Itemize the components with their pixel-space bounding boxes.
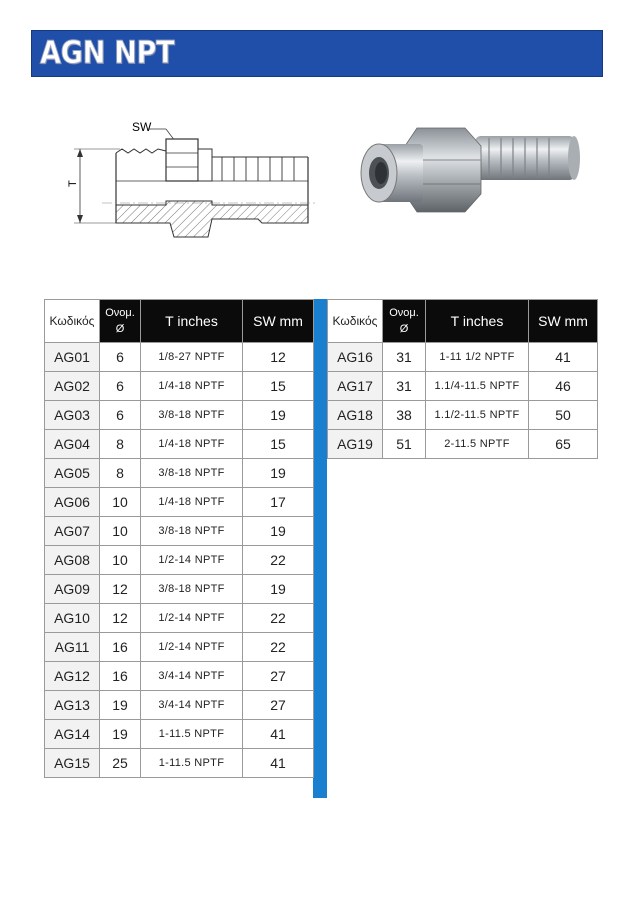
- code-cell: AG02: [45, 372, 100, 401]
- thread-cell: 1-11 1/2 NPTF: [426, 343, 529, 372]
- code-cell: AG04: [45, 430, 100, 459]
- blue-separator-strip: [313, 299, 327, 798]
- code-cell: AG14: [45, 720, 100, 749]
- thread-cell: 1.1/4-11.5 NPTF: [426, 372, 529, 401]
- thread-cell: 2-11.5 NPTF: [426, 430, 529, 459]
- sw-cell: 46: [529, 372, 598, 401]
- code-cell: AG17: [328, 372, 383, 401]
- table-row: [45, 575, 314, 604]
- sw-cell: 19: [243, 401, 314, 430]
- header-nominal: [383, 300, 426, 343]
- table-row: [328, 372, 598, 401]
- nominal-cell: 8: [100, 430, 141, 459]
- nominal-cell: 38: [383, 401, 426, 430]
- table-row: [45, 633, 314, 662]
- nominal-cell: 10: [100, 517, 141, 546]
- thread-cell: 3/8-18 NPTF: [141, 575, 243, 604]
- page-title: AGN NPT: [40, 35, 175, 71]
- thread-cell: 1/2-14 NPTF: [141, 604, 243, 633]
- code-cell: AG09: [45, 575, 100, 604]
- nominal-cell: 31: [383, 343, 426, 372]
- sw-cell: 41: [243, 749, 314, 778]
- code-cell: AG12: [45, 662, 100, 691]
- nominal-cell: 19: [100, 720, 141, 749]
- title-banner: [31, 30, 603, 77]
- thread-cell: 1/4-18 NPTF: [141, 372, 243, 401]
- code-cell: AG16: [328, 343, 383, 372]
- table-row: [328, 343, 598, 372]
- table-row: [45, 749, 314, 778]
- sw-cell: 15: [243, 430, 314, 459]
- thread-cell: 1/4-18 NPTF: [141, 488, 243, 517]
- table-row: [45, 372, 314, 401]
- table-row: [45, 517, 314, 546]
- fitting-photo: [355, 110, 585, 230]
- thread-cell: 3/8-18 NPTF: [141, 517, 243, 546]
- table-row: [45, 546, 314, 575]
- sw-cell: 27: [243, 691, 314, 720]
- nominal-cell: 10: [100, 488, 141, 517]
- nominal-cell: 51: [383, 430, 426, 459]
- table-row: [45, 662, 314, 691]
- code-cell: AG10: [45, 604, 100, 633]
- nominal-cell: 19: [100, 691, 141, 720]
- sw-cell: 41: [243, 720, 314, 749]
- thread-cell: 3/4-14 NPTF: [141, 691, 243, 720]
- code-cell: AG19: [328, 430, 383, 459]
- code-cell: AG11: [45, 633, 100, 662]
- table-row: [328, 401, 598, 430]
- code-cell: AG15: [45, 749, 100, 778]
- sw-cell: 19: [243, 459, 314, 488]
- sw-cell: 50: [529, 401, 598, 430]
- header-nominal: [100, 300, 141, 343]
- sw-cell: 19: [243, 575, 314, 604]
- sw-cell: 27: [243, 662, 314, 691]
- thread-cell: 1/8-27 NPTF: [141, 343, 243, 372]
- thread-cell: 3/8-18 NPTF: [141, 459, 243, 488]
- header-nominal-top: Ονομ.: [105, 307, 135, 319]
- sw-cell: 15: [243, 372, 314, 401]
- header-nominal-symbol: Ø: [115, 323, 125, 335]
- table-row: [45, 720, 314, 749]
- table-row: [45, 691, 314, 720]
- header-thread: T inches: [426, 300, 529, 343]
- spec-table-left: [44, 299, 314, 778]
- code-cell: AG06: [45, 488, 100, 517]
- thread-cell: 1-11.5 NPTF: [141, 720, 243, 749]
- nominal-cell: 16: [100, 633, 141, 662]
- header-code: Κωδικός: [45, 300, 100, 343]
- sw-cell: 41: [529, 343, 598, 372]
- code-cell: AG03: [45, 401, 100, 430]
- table-row: [45, 488, 314, 517]
- nominal-cell: 6: [100, 401, 141, 430]
- table-row: [45, 401, 314, 430]
- t-label: T: [67, 180, 79, 187]
- nominal-cell: 31: [383, 372, 426, 401]
- table-row: [45, 430, 314, 459]
- sw-cell: 65: [529, 430, 598, 459]
- header-nominal-top: Ονομ.: [389, 307, 419, 319]
- code-cell: AG05: [45, 459, 100, 488]
- sw-cell: 22: [243, 546, 314, 575]
- table-header-row: [328, 300, 598, 343]
- sw-cell: 22: [243, 604, 314, 633]
- nominal-cell: 12: [100, 604, 141, 633]
- thread-cell: 3/8-18 NPTF: [141, 401, 243, 430]
- code-cell: AG01: [45, 343, 100, 372]
- nominal-cell: 25: [100, 749, 141, 778]
- thread-cell: 1/2-14 NPTF: [141, 546, 243, 575]
- header-sw: SW mm: [243, 300, 314, 343]
- code-cell: AG13: [45, 691, 100, 720]
- table-row: [328, 430, 598, 459]
- code-cell: AG08: [45, 546, 100, 575]
- header-nominal-symbol: Ø: [399, 323, 409, 335]
- nominal-cell: 10: [100, 546, 141, 575]
- sw-cell: 17: [243, 488, 314, 517]
- header-thread: T inches: [141, 300, 243, 343]
- thread-cell: 3/4-14 NPTF: [141, 662, 243, 691]
- header-sw: SW mm: [529, 300, 598, 343]
- table-row: [45, 459, 314, 488]
- sw-cell: 19: [243, 517, 314, 546]
- code-cell: AG18: [328, 401, 383, 430]
- table-header-row: [45, 300, 314, 343]
- header-code: Κωδικός: [328, 300, 383, 343]
- thread-cell: 1-11.5 NPTF: [141, 749, 243, 778]
- sw-cell: 12: [243, 343, 314, 372]
- nominal-cell: 16: [100, 662, 141, 691]
- thread-cell: 1.1/2-11.5 NPTF: [426, 401, 529, 430]
- thread-cell: 1/4-18 NPTF: [141, 430, 243, 459]
- nominal-cell: 8: [100, 459, 141, 488]
- table-row: [45, 343, 314, 372]
- spec-table-right: [327, 299, 598, 459]
- sw-cell: 22: [243, 633, 314, 662]
- nominal-cell: 6: [100, 343, 141, 372]
- technical-drawing: [62, 105, 322, 255]
- code-cell: AG07: [45, 517, 100, 546]
- sw-label: SW: [132, 120, 152, 134]
- nominal-cell: 6: [100, 372, 141, 401]
- thread-cell: 1/2-14 NPTF: [141, 633, 243, 662]
- table-row: [45, 604, 314, 633]
- nominal-cell: 12: [100, 575, 141, 604]
